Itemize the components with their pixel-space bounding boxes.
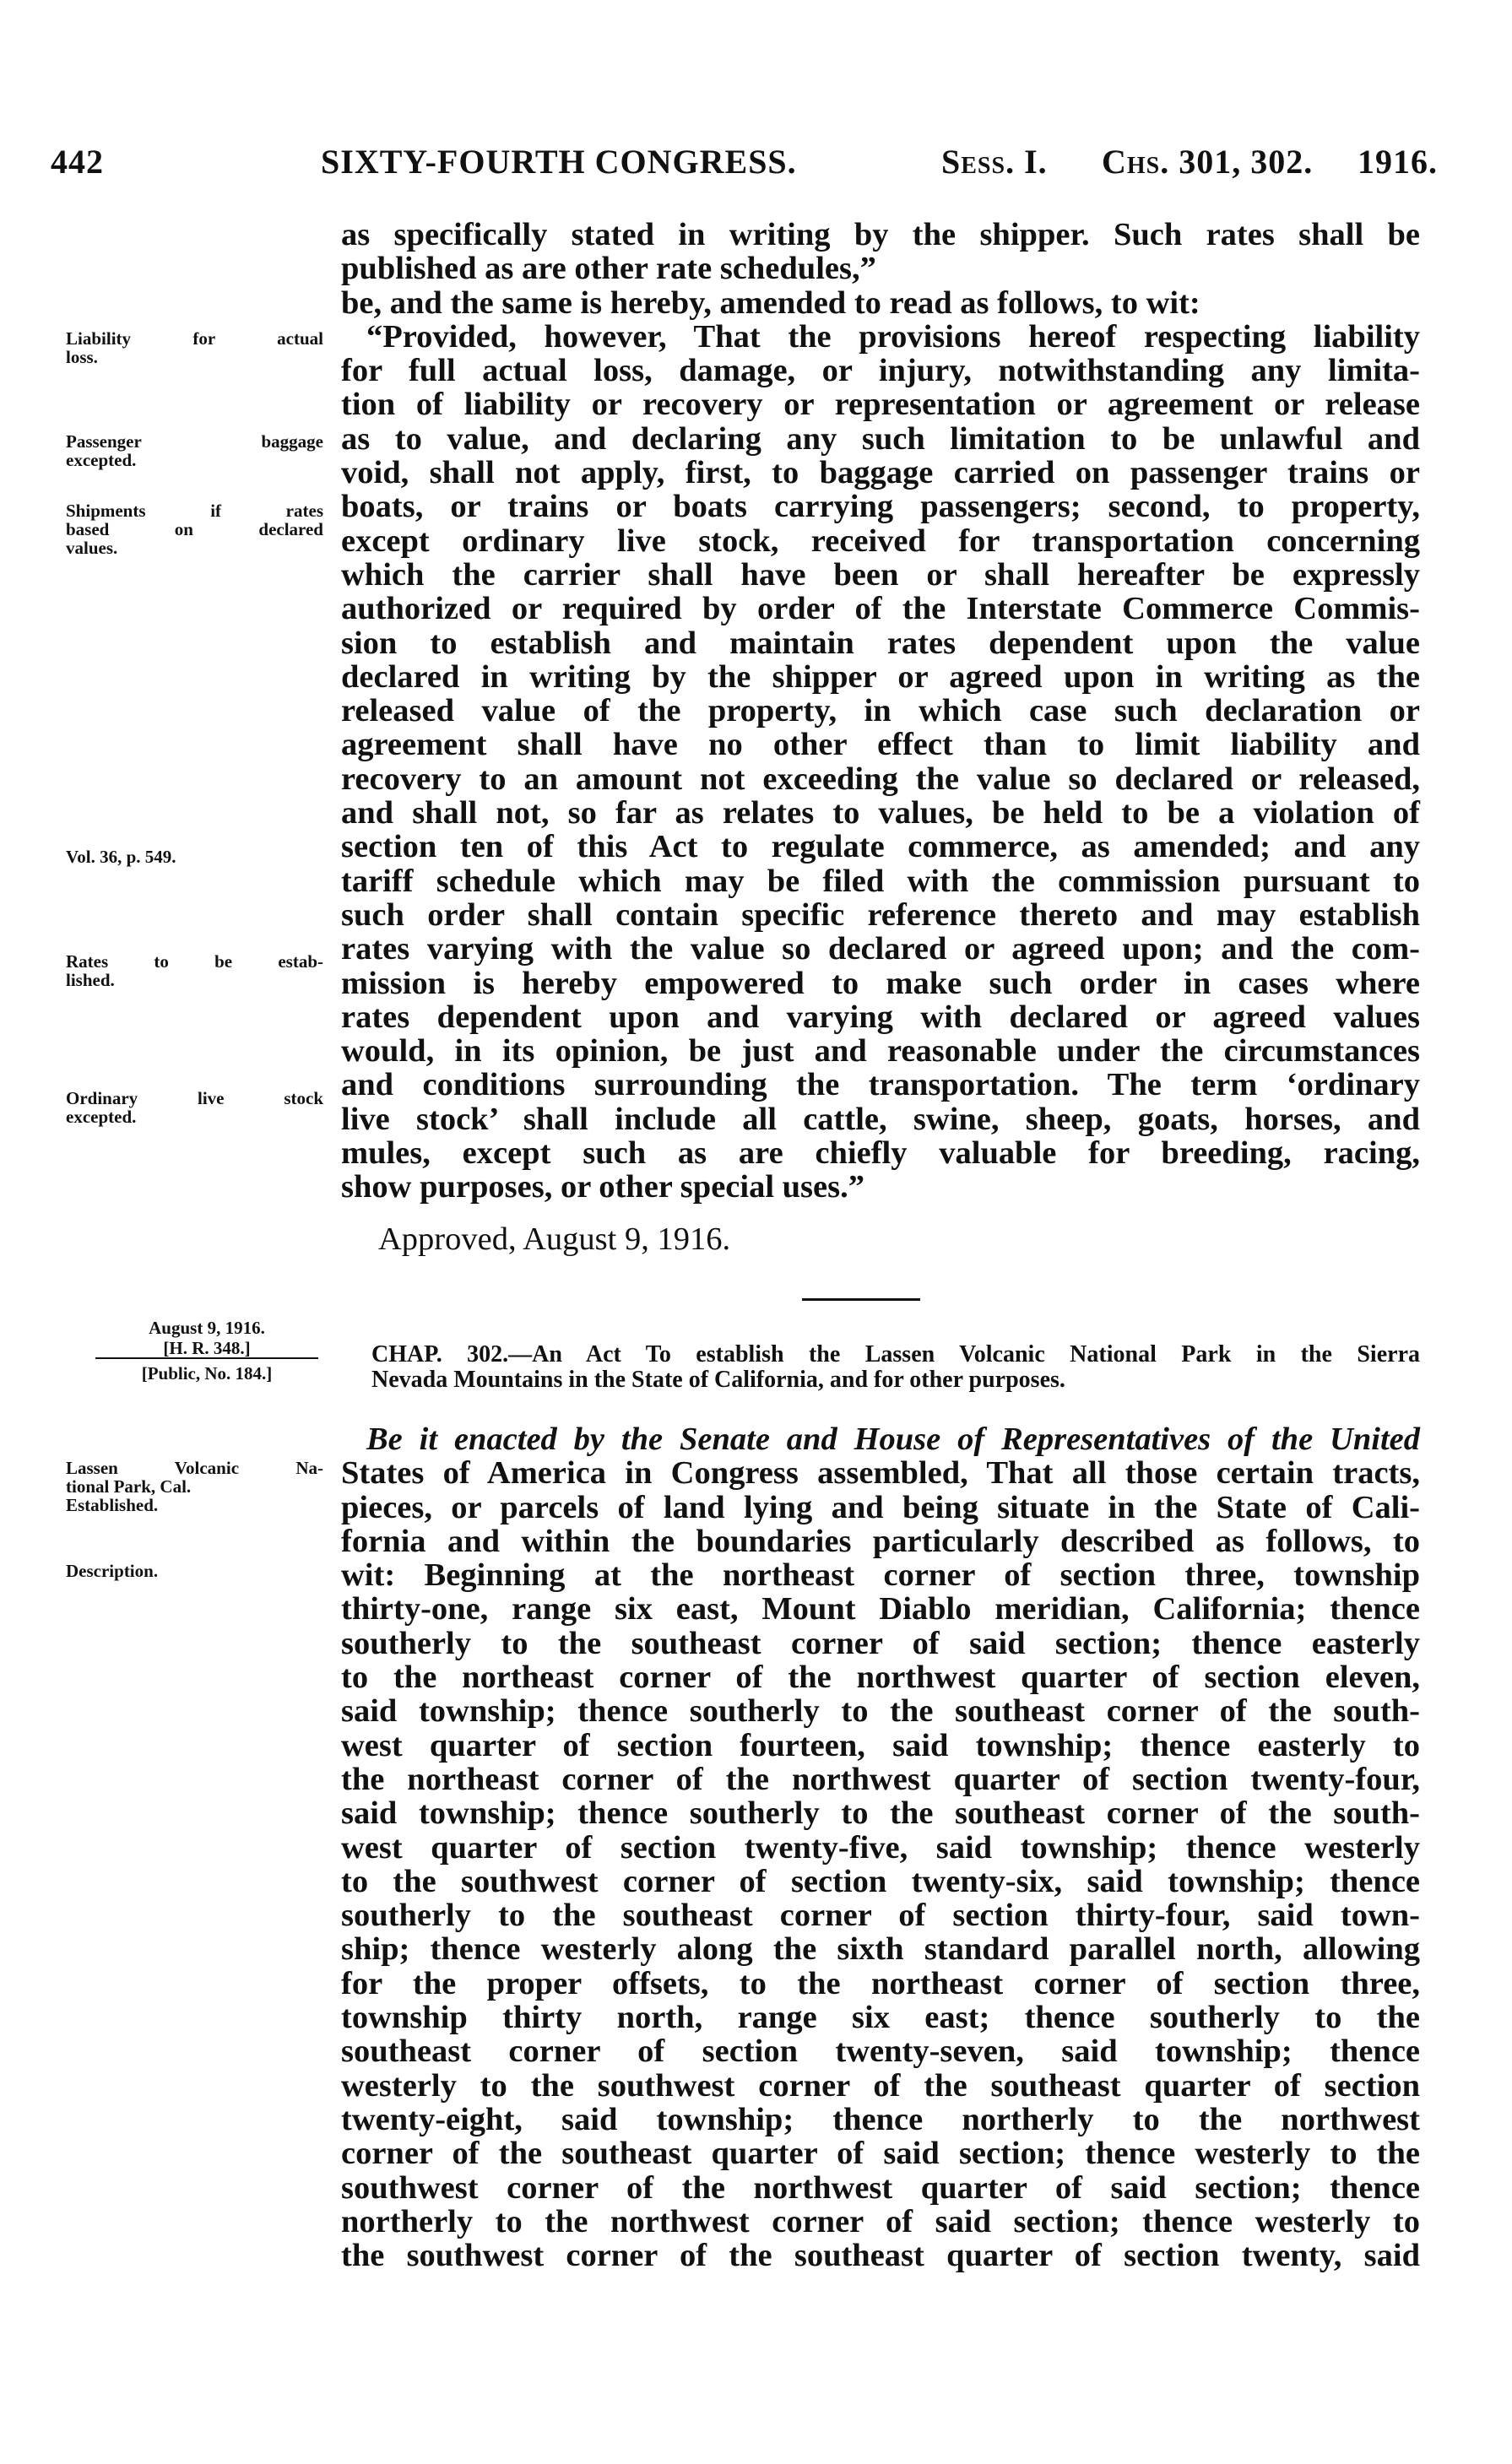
text-line: such order shall contain specific reference thereto and may establish	[341, 896, 1420, 933]
approval-date: Approved, August 9, 1916.	[378, 1221, 731, 1257]
text-line: thirty-one, range six east, Mount Diablo meridian, California; thence	[341, 1591, 1420, 1627]
chapter-302-text	[341, 1422, 1420, 2272]
text-line: boats, or trains or boats carrying passengers; second, to property,	[341, 489, 1420, 525]
text-line: published as are other rate schedules,”	[341, 251, 876, 287]
text-line: sion to establish and maintain rates dependent upon the value	[341, 625, 1420, 661]
text-line: void, shall not apply, first, to baggage carried on passenger trains or	[341, 455, 1420, 491]
text-line: except ordinary live stock, received for transportation concerning	[341, 523, 1420, 559]
text-line: States of America in Congress assembled, That all those certain tracts,	[341, 1455, 1420, 1492]
text-line: agreement shall have no other effect than to limit liability and	[341, 727, 1420, 763]
text-line: the southwest corner of the southeast quarter of section twenty, said	[341, 2238, 1420, 2274]
text-line: live stock’ shall include all cattle, swine, sheep, goats, horses, and	[341, 1101, 1420, 1137]
text-line: west quarter of section fourteen, said township; thence easterly to	[341, 1727, 1420, 1763]
margin-note-baggage: Passenger baggage excepted.	[66, 431, 323, 470]
chapters-label: Chs. 301, 302.	[1102, 143, 1314, 181]
text-line: rates dependent upon and varying with declared or agreed values	[341, 999, 1420, 1035]
chapter-302-meta	[80, 1319, 333, 1383]
text-line: Be it enacted by the Senate and House of Representatives of the United	[366, 1422, 1420, 1457]
congress-title: SIXTY-FOURTH CONGRESS.	[321, 143, 797, 181]
margin-note-vol-ref: Vol. 36, p. 549.	[66, 847, 176, 867]
text-line: fornia and within the boundaries particularly described as follows, to	[341, 1523, 1420, 1559]
text-line: for full actual loss, damage, or injury, notwithstanding any limita-	[341, 353, 1420, 389]
text-line: southeast corner of section twenty-seven, said township; thence	[341, 2033, 1420, 2070]
chapter-302-title	[371, 1342, 1420, 1393]
chapter-301-text	[341, 218, 1420, 1205]
bill-number: [H. R. 348.]	[95, 1339, 318, 1359]
margin-note-description: Description.	[66, 1561, 159, 1581]
margin-note-lassen: Lassen Volcanic Na- tional Park, Cal. Established.	[66, 1458, 323, 1515]
text-line: released value of the property, in which case such declaration or	[341, 693, 1420, 729]
text-line: for the proper offsets, to the northeast corner of section three,	[341, 1965, 1420, 2001]
text-line: which the carrier shall have been or shall hereafter be expressly	[341, 556, 1420, 593]
text-line: corner of the southeast quarter of said section; thence westerly to the	[341, 2136, 1420, 2172]
margin-note-shipments: Shipments if rates based on declared values.	[66, 501, 323, 558]
text-line: show purposes, or other special uses.”	[341, 1169, 864, 1205]
text-line: tion of liability or recovery or representation or agreement or release	[341, 387, 1420, 423]
running-header	[51, 142, 1438, 192]
text-line: wit: Beginning at the northeast corner of section three, township	[341, 1557, 1420, 1594]
title-line: Nevada Mountains in the State of California, and for other purposes.	[371, 1367, 1065, 1393]
page-number: 442	[51, 143, 104, 181]
text-line: mission is hereby empowered to make such order in cases where	[341, 965, 1420, 1001]
text-line: pieces, or parcels of land lying and being situate in the State of Cali-	[341, 1489, 1420, 1525]
text-line: mules, except such as are chiefly valuable for breeding, racing,	[341, 1135, 1420, 1172]
text-line: rates varying with the value so declared or agreed upon; and the com-	[341, 931, 1420, 967]
text-line: recovery to an amount not exceeding the value so declared or released,	[341, 761, 1420, 797]
session-label: Sess. I.	[941, 143, 1048, 181]
text-line: west quarter of section twenty-five, said township; thence westerly	[341, 1829, 1420, 1866]
text-line: and conditions surrounding the transportation. The term ‘ordinary	[341, 1067, 1420, 1103]
text-line: authorized or required by order of the Interstate Commerce Commis-	[341, 591, 1420, 627]
text-line: said township; thence southerly to the southeast corner of the south-	[341, 1693, 1420, 1730]
text-line: section ten of this Act to regulate commerce, as amended; and any	[341, 829, 1420, 865]
text-line: township thirty north, range six east; thence southerly to the	[341, 2000, 1420, 2036]
text-line: ship; thence westerly along the sixth standard parallel north, allowing	[341, 1931, 1420, 1968]
text-line: northerly to the northwest corner of said section; thence westerly to	[341, 2203, 1420, 2239]
text-line: to the northeast corner of the northwest quarter of section eleven,	[341, 1660, 1420, 1696]
text-line: southwest corner of the northwest quarter of said section; thence	[341, 2169, 1420, 2206]
text-line: as to value, and declaring any such limitation to be unlawful and	[341, 420, 1420, 457]
public-law-number: [Public, No. 184.]	[141, 1363, 273, 1384]
text-line: westerly to the southwest corner of the southeast quarter of section	[341, 2067, 1420, 2104]
text-line: twenty-eight, said township; thence northerly to the northwest	[341, 2101, 1420, 2137]
margin-note-livestock: Ordinary live stock excepted.	[66, 1088, 323, 1127]
text-line: the northeast corner of the northwest quarter of section twenty-four,	[341, 1761, 1420, 1797]
text-line: “Provided, however, That the provisions hereof respecting liability	[366, 318, 1420, 355]
text-line: tariff schedule which may be filed with the commission pursuant to	[341, 863, 1420, 899]
chapter-date: August 9, 1916.	[149, 1318, 265, 1338]
text-line: said township; thence southerly to the southeast corner of the south-	[341, 1795, 1420, 1832]
text-line: southerly to the southeast corner of said section; thence easterly	[341, 1625, 1420, 1661]
title-line: CHAP. 302.—An Act To establish the Lassen Volcanic National Park in the Sierra	[371, 1341, 1420, 1367]
text-line: as specifically stated in writing by the shipper. Such rates shall be	[341, 217, 1420, 252]
margin-note-liability: Liability for actual loss.	[66, 328, 323, 367]
text-line: and shall not, so far as relates to values, be held to be a violation of	[341, 795, 1420, 831]
text-line: declared in writing by the shipper or agreed upon in writing as the	[341, 658, 1420, 695]
text-line: southerly to the southeast corner of section thirty-four, said town-	[341, 1898, 1420, 1934]
year-label: 1916.	[1358, 143, 1438, 181]
margin-note-rates: Rates to be estab- lished.	[66, 951, 323, 990]
text-line: would, in its opinion, be just and reasonable under the circumstances	[341, 1033, 1420, 1070]
text-line: to the southwest corner of section twenty-six, said township; thence	[341, 1863, 1420, 1899]
text-line: be, and the same is hereby, amended to read as follows, to wit:	[341, 284, 1200, 321]
section-divider	[802, 1298, 920, 1301]
